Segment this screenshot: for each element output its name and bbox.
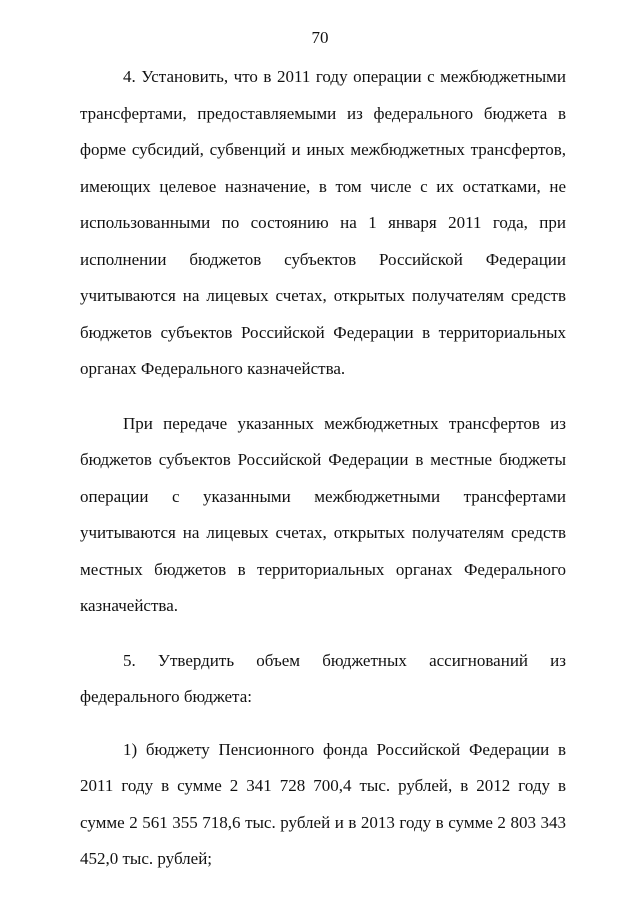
paragraph-spacer [80, 716, 566, 732]
paragraph-approve-allocations: 5. Утвердить объем бюджетных ассигнований из федерального бюджета: [80, 650, 566, 706]
paragraph-spacer [80, 625, 566, 643]
paragraph-spacer [80, 388, 566, 406]
paragraph-pension-fund-amounts: 1) бюджету Пенсионного фонда Российской Федерации в 2011 году в сумме 2 341 728 700,4 тыс. рублей, в 2012 году в сумме 2 561 355 718,6 тыс. рублей и в 2013 году в сумме 2 803 343 452,0 тыс. рублей; [80, 739, 566, 868]
page-number: 70 [311, 28, 329, 47]
paragraph-interbudget-transfers-accounting: 4. Установить, что в 2011 году операции с межбюджетными трансфертами, предоставляемыми из федерального бюджета в форме субсидий, субвенций и иных межбюджетных трансфертов, имеющих целевое назначение, в том числе с их остатками, не использованными по состоянию на 1 января 2011 года, при исполнении бюджетов субъектов Российской Федерации учитываются на лицевых счетах, открытых получателям средств бюджетов субъектов Российской Федерации в территориальных органах Федерального казначейства. [80, 67, 566, 378]
document-body [80, 59, 566, 878]
paragraph-local-budgets-transfers: При передаче указанных межбюджетных трансфертов из бюджетов субъектов Российской Федерации в местные бюджеты операции с указанными межбюджетными трансфертами учитываются на лицевых счетах, открытых получателям средств местных бюджетов в территориальных органах Федерального казначейства. [80, 413, 566, 615]
